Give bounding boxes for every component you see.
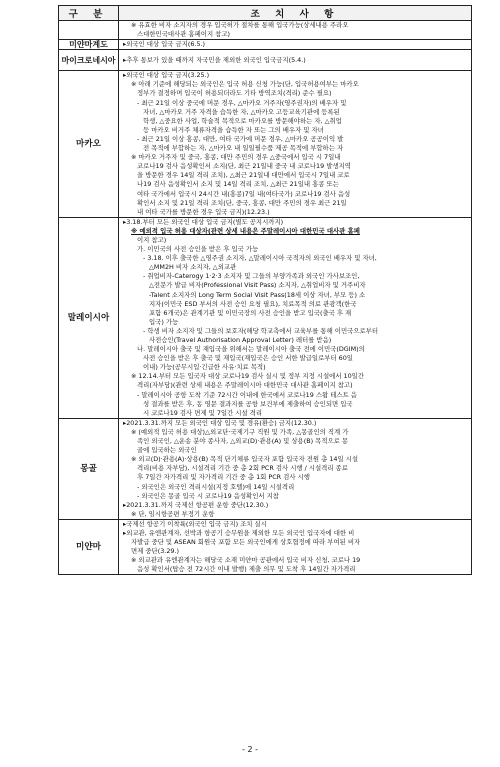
region-cell: 미얀마계도 — [59, 40, 119, 50]
header-measures: 조 치 사 항 — [119, 6, 472, 21]
text-line: - 외국인은 외국인 격리시설(지정 호텔)에 14일 시설격리 — [137, 482, 295, 491]
measures-cell — [119, 418, 472, 519]
text-line: ▸2021.3.31.까지 국제선 항공편 운항 중단(12.30.) — [123, 500, 269, 509]
table-row — [59, 50, 472, 71]
text-line: ※ 외교관과 유엔관계자는 해당국 소재 미얀마 공관에서 입국 비자 신청, 코로나 19 — [131, 556, 361, 565]
measures-cell — [119, 21, 472, 40]
text-line: 격리(비용 자부담), 시설격리 기간 중 총 2회 PCR 검사 시행 / 시설격리 종료 — [137, 464, 348, 473]
text-line: 확인서 소지 및 21일 격리 조치(단, 중국, 홍콩, 대만 주민의 경우 최근 21일 — [137, 198, 347, 207]
region-cell — [59, 21, 119, 40]
text-line: - 최근 21일 이상 중국에 머문 경우, △마카오 거주자(영주권자)의 배우자 및 — [137, 98, 347, 107]
text-line: ※ 예외적 입국 허용 대상자(관련 상세 내용은 주말레이시아 대한민국 대사관 홈페 — [131, 226, 360, 235]
text-line: △전문가 발급 비자(Professional Visit Pass) 소지자, △취업비자 및 거주비자 — [149, 281, 366, 290]
text-line: 학생, △중요한 사업, 학술적 목적으로 마카오를 방문해야하는 자, △취업 — [143, 116, 342, 125]
text-line: 자녀, △마카오 거주 자격을 습득한 자, △마카오 고등교육기관에 등록된 — [143, 107, 340, 116]
text-line: 자발급 중단 및 ASEAN 회원국 포함 모든 외국인에게 상호협정에 따라 부여된 비자 — [131, 538, 361, 547]
text-line: 여타 국가에서 입국시 24시간 내(홍콩)7일 내(여타국가) 코로나19 검사 음성 — [137, 189, 351, 198]
text-line: 족인 외국인, △운송 분야 종사자, △외교(D)·관용(A) 및 상용(B) 목적으로 몽 — [137, 437, 349, 446]
table-row — [59, 217, 472, 418]
text-line: 음성 확인서(탑승 전 72시간 이내 발행) 제출 의무 및 도착 후 14일간 자가격리 — [137, 565, 356, 574]
text-line: 격리(자부담)(관련 상세 내용은 주말레이시아 대한민국 대사관 홈페이지 참고) — [137, 381, 353, 390]
text-line: ▸외국인 대상 입국 금지(3.25.) — [123, 71, 210, 80]
text-line: 나19 검사 음성확인서 소지 및 14일 격리 조치, △최근 21일내 홍콩 또는 — [137, 180, 339, 189]
region-cell: 말레이시아 — [59, 217, 119, 418]
text-line: 가. 이민국의 사전 승인을 받은 후 입국 가능 — [137, 245, 259, 254]
text-line: 지자(이민국 ESD 부서의 사전 승인 요청 필요), 치료목적 의료 관광객(한국 — [149, 299, 357, 308]
measures-cell — [119, 71, 472, 218]
region-cell: 마카오 — [59, 71, 119, 218]
measures-table — [58, 5, 472, 575]
text-line: - 말레이시아 공항 도착 기준 72시간 이내에 한국에서 코로나19 스왑 테스트 음 — [137, 390, 357, 399]
text-line: ▸3.18.부터 모든 외국인 대상 입국 금지(별도 공지시까지) — [123, 217, 284, 226]
text-line: 이지 참고) — [137, 235, 167, 244]
table-header-row — [59, 6, 472, 21]
text-line: 등 마카오 비거주 체류자격을 습득한 자 또는 그의 배우자 및 자녀 — [143, 125, 324, 134]
region-cell: 마이크로네시아 — [59, 50, 119, 71]
text-line: ※ (예외적 입국 허용 대상)△외교단·국제기구 직원 및 가족, △몽골인의 직계 가 — [131, 427, 349, 436]
text-line: 시 코로나19 검사 면제 및 7일간 시설 격리 — [143, 408, 263, 417]
text-line: ▸2021.3.31.까지 모든 외국인 대상 입국 및 경유(환승) 금지(12.30.) — [123, 418, 317, 427]
region-cell: 몽골 — [59, 418, 119, 519]
measures-cell — [119, 40, 472, 50]
header-category: 구 분 — [59, 6, 119, 21]
text-line: 이내) 가능(공무시입·긴급한 사유·치료 목적) — [143, 363, 266, 372]
measures-cell — [119, 50, 472, 71]
text-line: 을 방문한 경우 14일 격리 조치), △최근 21일내 대만에서 입국시 7일내 코로 — [137, 171, 350, 180]
text-line: 내 여타 국가를 방문한 경우 입국 금지)(12.23.) — [137, 207, 270, 216]
text-line: - 학생 비자 소지자 및 그들의 보호자(해당 학교측에서 교육부를 통해 이민국으로부터 — [143, 326, 379, 335]
text-line: 입국) 가능 — [149, 317, 179, 326]
text-line: - 최근 21일 이상 홍콩, 대만, 여타 국가에 머문 경우, △마카오 공공이익 발 — [137, 134, 344, 143]
text-line: 나. 말레이시아 출국 및 재입국을 위해서는 말레이시아 출국 전에 이민국(DGIM)의 — [137, 345, 365, 354]
text-line: ※ 단, 임시항공편 부정기 운항 — [131, 509, 215, 518]
page-number: - 2 - — [242, 745, 258, 754]
table-row — [59, 40, 472, 50]
text-line: 사전승인(Travel Authorisation Approval Letter) 레터를 받음) — [149, 336, 332, 344]
text-line: ▸추후 통보가 있을 때까지 자국민을 제외한 외국인 입국금지(5.4.) — [123, 55, 306, 64]
text-line: ▸국제선 항공기 이착륙(외국인 입국 금지) 조치 실시 — [123, 519, 267, 528]
table-row — [59, 21, 472, 40]
text-line: ※ 마카오 거주자 및 중국, 홍콩, 대만 주민의 경우 △중국에서 입국 시 7일내 — [131, 153, 341, 162]
table-row — [59, 418, 472, 519]
text-line: △MM2H 비자 소지자, △외교관 — [149, 263, 237, 272]
text-line: 포함 6개국)은 관계기관 및 이민국장의 사전 승인을 받고 입국(출국 후 재 — [149, 308, 352, 317]
text-line: - 외국인은 몽골 입국 시 코로나19 음성확인서 지참 — [137, 491, 279, 500]
table-row — [59, 71, 472, 218]
text-line: 면제 중단(3.29.) — [131, 547, 179, 556]
text-line: ▸외교관, 유엔관계자, 선박과 항공기 승무원을 제외한 모든 외국인 입국자에 대한 비 — [123, 528, 355, 537]
text-line: ※ 12.14.부터 모든 입국자 대상 코로나19 검사 실시 및 정부 지정 시설에서 10일간 — [131, 372, 365, 381]
text-line: -Talent 소지자의 Long Term Social Visit Pass(18세 이상 자녀, 부모 등) 소 — [149, 290, 366, 299]
text-line: ※ 아래 기준에 해당되는 외국인은 입국 허용 신청 가능(단, 입국허용여부는 마카오 — [131, 80, 359, 89]
text-line: 정부가 결정하며 입국이 허용되더라도 기타 방역조치(격리) 준수 필요) — [137, 89, 332, 98]
table-row — [59, 519, 472, 575]
region-cell: 미얀마 — [59, 519, 119, 575]
text-line: - 취업비자-Caterogy 1·2·3 소지자 및 그들의 부양가족과 외국인 가사보조인, — [143, 272, 360, 281]
text-line: 코로나19 검사 음성확인서 소지(단, 최근 21일내 중국 내 코로나19 발생지역 — [137, 162, 351, 171]
text-line: - 3.18. 이후 출국한 △영주권 소지자, △말레이시아 국적자의 외국인 배우자 및 자녀, — [143, 254, 377, 263]
text-line: 전 목적에 부합하는 자, △마카오 내 일일필수품 제공 목적에 부합하는 자 — [143, 144, 344, 153]
text-line: 스대한민국대사관 홈페이지 참고) — [137, 30, 230, 39]
text-line: 성 결과를 받은 후, 동 영문 결과지를 공항 보건부에 제출하여 승인되면 입국 — [143, 399, 353, 408]
text-line: ※ 유효한 비자 소지자의 경우 입국허가 절차를 통해 입국가능(상세내용 주라오 — [131, 21, 349, 29]
text-line: 골에 입국하는 외국인 — [137, 446, 197, 455]
text-line: ※ 외교(D)·관용(A)·상용(B) 목적 단기체류 입국자 포함 입국자 전원 총 14일 시설 — [131, 455, 359, 464]
measures-cell — [119, 217, 472, 418]
text-line: 후 7일간 자가격리 및 자가격리 기간 중 총 1회 PCR 검사 시행 — [137, 473, 310, 482]
measures-cell — [119, 519, 472, 575]
text-line: 사전 승인을 받은 후 출국 및 재입국(재입국은 승인 서한 발급일로부터 60일 — [143, 354, 353, 363]
text-line: ▸외국인 대상 입국 금지(6.5.) — [123, 40, 206, 49]
